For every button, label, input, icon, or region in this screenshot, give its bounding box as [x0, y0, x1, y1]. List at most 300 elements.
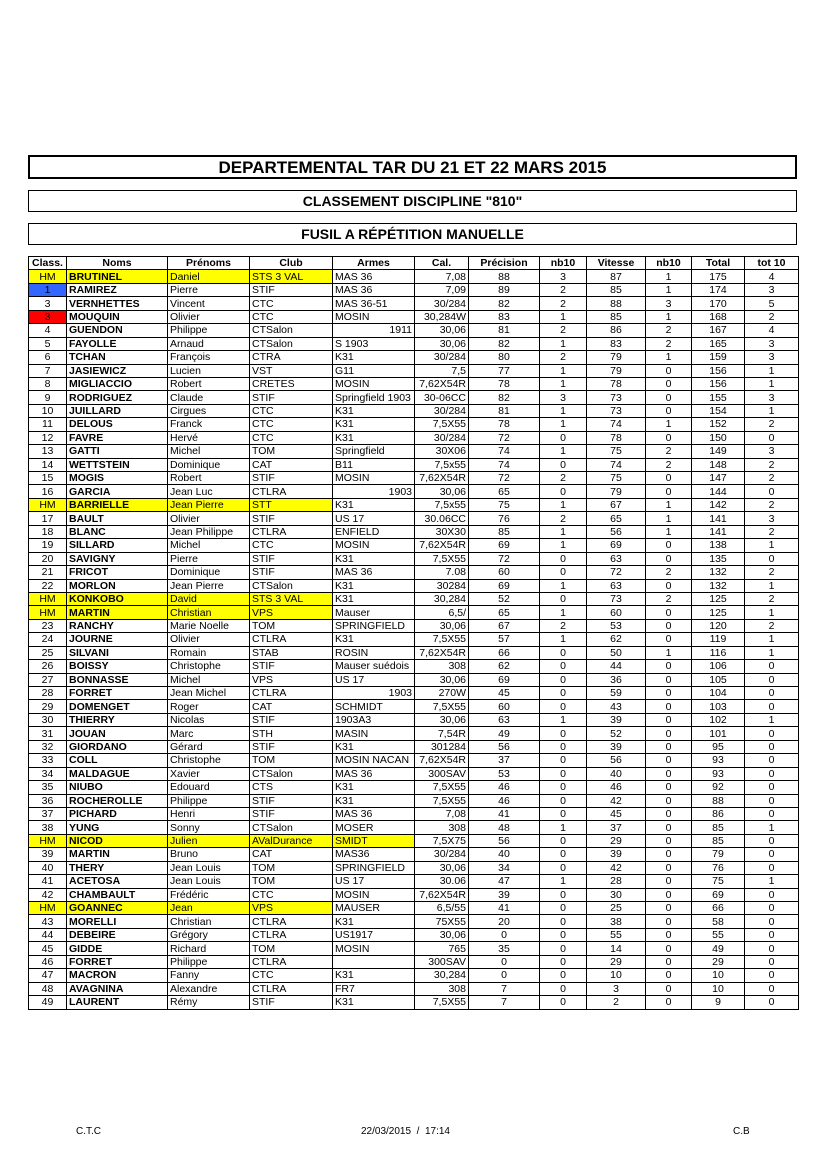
table-row	[29, 337, 799, 350]
cell-nb10-precision: 0	[540, 431, 587, 444]
cell-nom: FORRET	[67, 687, 168, 700]
cell-club: STIF	[250, 740, 333, 753]
cell-total: 85	[692, 821, 745, 834]
cell-total: 144	[692, 485, 745, 498]
cell-prenom: Olivier	[168, 310, 250, 323]
cell-nom: GIDDE	[67, 942, 168, 955]
cell-club: CTLRA	[250, 525, 333, 538]
cell-arme: MOSER	[333, 821, 415, 834]
table-row	[29, 848, 799, 861]
cell-nom: MORELLI	[67, 915, 168, 928]
cell-cal: 6,5/55	[415, 902, 469, 915]
cell-rank: HM	[29, 498, 67, 511]
cell-arme: Springfield 1903	[333, 391, 415, 404]
table-row	[29, 928, 799, 941]
cell-total: 29	[692, 955, 745, 968]
cell-vitesse: 42	[587, 794, 646, 807]
table-row	[29, 713, 799, 726]
table-row	[29, 727, 799, 740]
cell-rank: 24	[29, 633, 67, 646]
cell-arme: 1903A3	[333, 713, 415, 726]
cell-nb10-precision: 0	[540, 646, 587, 659]
cell-tot10: 0	[745, 687, 799, 700]
cell-tot10: 0	[745, 848, 799, 861]
cell-total: 120	[692, 619, 745, 632]
cell-nom: GARCIA	[67, 485, 168, 498]
cell-nom: JASIEWICZ	[67, 364, 168, 377]
cell-prenom: Nicolas	[168, 713, 250, 726]
cell-nb10-vitesse: 0	[646, 377, 692, 390]
cell-vitesse: 63	[587, 552, 646, 565]
cell-club: STS 3 VAL	[250, 592, 333, 605]
cell-total: 141	[692, 512, 745, 525]
cell-rank: 31	[29, 727, 67, 740]
cell-vitesse: 39	[587, 740, 646, 753]
cell-nb10-precision: 1	[540, 821, 587, 834]
cell-precision: 65	[469, 606, 540, 619]
cell-club: TOM	[250, 875, 333, 888]
cell-nb10-precision: 1	[540, 364, 587, 377]
cell-cal: 7,62X54R	[415, 472, 469, 485]
cell-nb10-precision: 2	[540, 297, 587, 310]
cell-precision: 81	[469, 324, 540, 337]
cell-cal: 7.08	[415, 566, 469, 579]
cell-rank: 38	[29, 821, 67, 834]
cell-precision: 78	[469, 418, 540, 431]
cell-rank: 41	[29, 875, 67, 888]
cell-prenom: Richard	[168, 942, 250, 955]
cell-nb10-vitesse: 0	[646, 848, 692, 861]
table-row	[29, 431, 799, 444]
cell-arme: SMIDT	[333, 834, 415, 847]
cell-nom: COLL	[67, 754, 168, 767]
cell-nom: JOUAN	[67, 727, 168, 740]
cell-nb10-precision: 2	[540, 619, 587, 632]
cell-prenom: Arnaud	[168, 337, 250, 350]
cell-rank: 3	[29, 297, 67, 310]
table-row	[29, 606, 799, 619]
cell-precision: 34	[469, 861, 540, 874]
cell-nom: FAVRE	[67, 431, 168, 444]
cell-precision: 62	[469, 660, 540, 673]
cell-precision: 78	[469, 377, 540, 390]
cell-prenom: Jean Michel	[168, 687, 250, 700]
cell-nb10-precision: 0	[540, 996, 587, 1009]
cell-arme: K31	[333, 740, 415, 753]
cell-rank: HM	[29, 902, 67, 915]
cell-total: 116	[692, 646, 745, 659]
cell-nb10-vitesse: 0	[646, 807, 692, 820]
cell-prenom: Cirgues	[168, 404, 250, 417]
cell-cal: 30/284	[415, 431, 469, 444]
cell-nb10-vitesse: 0	[646, 660, 692, 673]
table-row	[29, 955, 799, 968]
cell-club: CTC	[250, 969, 333, 982]
table-row	[29, 525, 799, 538]
cell-nb10-precision: 2	[540, 472, 587, 485]
cell-arme: 1903	[333, 687, 415, 700]
cell-cal: 7,5X55	[415, 996, 469, 1009]
cell-precision: 77	[469, 364, 540, 377]
cell-nom: MALDAGUE	[67, 767, 168, 780]
cell-nom: BOISSY	[67, 660, 168, 673]
cell-nom: SILVANI	[67, 646, 168, 659]
cell-rank: 23	[29, 619, 67, 632]
cell-nb10-precision: 0	[540, 861, 587, 874]
cell-arme: K31	[333, 351, 415, 364]
cell-cal: 7,08	[415, 807, 469, 820]
cell-total: 170	[692, 297, 745, 310]
cell-arme: K31	[333, 579, 415, 592]
cell-precision: 56	[469, 834, 540, 847]
cell-nom: NICOD	[67, 834, 168, 847]
cell-club: CTC	[250, 404, 333, 417]
cell-club: STIF	[250, 794, 333, 807]
cell-arme: K31	[333, 404, 415, 417]
cell-vitesse: 45	[587, 807, 646, 820]
cell-vitesse: 2	[587, 996, 646, 1009]
cell-prenom: François	[168, 351, 250, 364]
cell-tot10: 4	[745, 270, 799, 283]
cell-tot10: 1	[745, 606, 799, 619]
cell-nb10-vitesse: 0	[646, 727, 692, 740]
cell-rank: 15	[29, 472, 67, 485]
cell-nom: TCHAN	[67, 351, 168, 364]
cell-prenom: Daniel	[168, 270, 250, 283]
cell-cal: 765	[415, 942, 469, 955]
cell-prenom: Hervé	[168, 431, 250, 444]
cell-arme: Springfield	[333, 445, 415, 458]
cell-nom: FORRET	[67, 955, 168, 968]
cell-vitesse: 10	[587, 969, 646, 982]
cell-rank: 1	[29, 283, 67, 296]
cell-club: CTC	[250, 888, 333, 901]
cell-arme: 1911	[333, 324, 415, 337]
table-row	[29, 633, 799, 646]
cell-nb10-precision: 0	[540, 848, 587, 861]
table-row	[29, 619, 799, 632]
table-row	[29, 781, 799, 794]
table-row	[29, 660, 799, 673]
cell-rank: 9	[29, 391, 67, 404]
cell-rank: HM	[29, 606, 67, 619]
cell-vitesse: 86	[587, 324, 646, 337]
cell-nb10-vitesse: 0	[646, 982, 692, 995]
cell-tot10: 0	[745, 431, 799, 444]
cell-nb10-vitesse: 2	[646, 445, 692, 458]
table-row	[29, 834, 799, 847]
cell-cal: 30,06	[415, 928, 469, 941]
cell-total: 132	[692, 579, 745, 592]
cell-total: 156	[692, 364, 745, 377]
cell-nb10-precision: 2	[540, 283, 587, 296]
cell-vitesse: 79	[587, 351, 646, 364]
table-row	[29, 821, 799, 834]
table-row	[29, 297, 799, 310]
cell-rank: 49	[29, 996, 67, 1009]
cell-arme: MOSIN	[333, 472, 415, 485]
cell-rank: 34	[29, 767, 67, 780]
cell-prenom: Rémy	[168, 996, 250, 1009]
col-header-class: Class.	[29, 257, 67, 270]
cell-arme: K31	[333, 915, 415, 928]
discipline-heading: CLASSEMENT DISCIPLINE "810"	[28, 190, 797, 212]
cell-cal: 308	[415, 821, 469, 834]
cell-tot10: 0	[745, 888, 799, 901]
table-row	[29, 445, 799, 458]
cell-nb10-precision: 2	[540, 512, 587, 525]
cell-club: CTC	[250, 310, 333, 323]
cell-total: 168	[692, 310, 745, 323]
cell-vitesse: 67	[587, 498, 646, 511]
cell-cal: 30,06	[415, 673, 469, 686]
cell-nom: GATTI	[67, 445, 168, 458]
cell-rank: 37	[29, 807, 67, 820]
cell-nb10-vitesse: 0	[646, 955, 692, 968]
cell-nb10-precision: 3	[540, 270, 587, 283]
cell-nb10-vitesse: 2	[646, 566, 692, 579]
cell-club: TOM	[250, 619, 333, 632]
cell-total: 66	[692, 902, 745, 915]
cell-rank: 21	[29, 566, 67, 579]
cell-club: TOM	[250, 942, 333, 955]
table-row	[29, 754, 799, 767]
cell-nb10-vitesse: 0	[646, 942, 692, 955]
cell-prenom: Xavier	[168, 767, 250, 780]
cell-precision: 60	[469, 700, 540, 713]
cell-club: CTLRA	[250, 955, 333, 968]
cell-nom: BRUTINEL	[67, 270, 168, 283]
col-header-prenoms: Prénoms	[168, 257, 250, 270]
cell-precision: 82	[469, 391, 540, 404]
cell-nb10-vitesse: 2	[646, 458, 692, 471]
cell-prenom: Michel	[168, 539, 250, 552]
table-row	[29, 861, 799, 874]
cell-arme: SPRINGFIELD	[333, 619, 415, 632]
cell-nom: RANCHY	[67, 619, 168, 632]
cell-nb10-vitesse: 0	[646, 552, 692, 565]
cell-vitesse: 73	[587, 592, 646, 605]
cell-tot10: 3	[745, 391, 799, 404]
cell-precision: 49	[469, 727, 540, 740]
cell-nb10-precision: 0	[540, 740, 587, 753]
cell-arme	[333, 955, 415, 968]
cell-vitesse: 75	[587, 445, 646, 458]
cell-club: STIF	[250, 472, 333, 485]
cell-nom: MOGIS	[67, 472, 168, 485]
cell-prenom: Pierre	[168, 552, 250, 565]
cell-tot10: 0	[745, 982, 799, 995]
cell-nb10-precision: 0	[540, 794, 587, 807]
cell-nb10-vitesse: 1	[646, 498, 692, 511]
cell-arme: K31	[333, 431, 415, 444]
cell-arme: MAS 36	[333, 566, 415, 579]
cell-nom: ROCHEROLLE	[67, 794, 168, 807]
cell-nom: KONKOBO	[67, 592, 168, 605]
cell-tot10: 5	[745, 297, 799, 310]
cell-arme: K31	[333, 552, 415, 565]
cell-vitesse: 60	[587, 606, 646, 619]
cell-arme: FR7	[333, 982, 415, 995]
cell-tot10: 2	[745, 619, 799, 632]
col-header-nb10-precision: nb10	[540, 257, 587, 270]
cell-tot10: 0	[745, 794, 799, 807]
cell-nb10-vitesse: 1	[646, 310, 692, 323]
cell-nom: LAURENT	[67, 996, 168, 1009]
table-row	[29, 687, 799, 700]
cell-club: CTSalon	[250, 767, 333, 780]
cell-nb10-precision: 0	[540, 781, 587, 794]
cell-vitesse: 36	[587, 673, 646, 686]
cell-prenom: Christophe	[168, 660, 250, 673]
cell-tot10: 0	[745, 969, 799, 982]
cell-total: 154	[692, 404, 745, 417]
cell-total: 152	[692, 418, 745, 431]
cell-rank: 10	[29, 404, 67, 417]
cell-arme: ROSIN	[333, 646, 415, 659]
cell-rank: 18	[29, 525, 67, 538]
table-row	[29, 512, 799, 525]
cell-total: 150	[692, 431, 745, 444]
cell-nom: MORLON	[67, 579, 168, 592]
cell-precision: 57	[469, 633, 540, 646]
cell-nom: MIGLIACCIO	[67, 377, 168, 390]
cell-prenom: Jean Luc	[168, 485, 250, 498]
cell-tot10: 1	[745, 646, 799, 659]
cell-precision: 45	[469, 687, 540, 700]
cell-vitesse: 55	[587, 928, 646, 941]
cell-total: 95	[692, 740, 745, 753]
cell-nb10-vitesse: 0	[646, 794, 692, 807]
cell-cal: 7,5x55	[415, 498, 469, 511]
cell-total: 125	[692, 606, 745, 619]
cell-club: CTSalon	[250, 324, 333, 337]
cell-nom: MARTIN	[67, 848, 168, 861]
cell-vitesse: 69	[587, 539, 646, 552]
cell-tot10: 3	[745, 351, 799, 364]
cell-nb10-precision: 0	[540, 982, 587, 995]
cell-arme: K31	[333, 592, 415, 605]
cell-vitesse: 39	[587, 713, 646, 726]
cell-total: 175	[692, 270, 745, 283]
cell-nb10-vitesse: 1	[646, 512, 692, 525]
category-heading: FUSIL A RÉPÉTITION MANUELLE	[28, 223, 797, 245]
cell-nom: BLANC	[67, 525, 168, 538]
cell-tot10: 2	[745, 418, 799, 431]
cell-nb10-vitesse: 0	[646, 902, 692, 915]
cell-total: 132	[692, 566, 745, 579]
cell-precision: 69	[469, 579, 540, 592]
cell-nb10-vitesse: 0	[646, 861, 692, 874]
cell-precision: 46	[469, 794, 540, 807]
table-row	[29, 592, 799, 605]
cell-rank: 14	[29, 458, 67, 471]
cell-nb10-vitesse: 0	[646, 633, 692, 646]
cell-precision: 69	[469, 673, 540, 686]
cell-vitesse: 87	[587, 270, 646, 283]
cell-nb10-vitesse: 1	[646, 351, 692, 364]
cell-cal: 30,06	[415, 337, 469, 350]
cell-cal: 30/284	[415, 848, 469, 861]
cell-vitesse: 88	[587, 297, 646, 310]
cell-tot10: 0	[745, 996, 799, 1009]
cell-nom: BONNASSE	[67, 673, 168, 686]
cell-club: CTLRA	[250, 982, 333, 995]
cell-nom: GIORDANO	[67, 740, 168, 753]
table-row	[29, 364, 799, 377]
cell-total: 58	[692, 915, 745, 928]
cell-vitesse: 39	[587, 848, 646, 861]
cell-tot10: 3	[745, 512, 799, 525]
cell-club: STIF	[250, 566, 333, 579]
cell-nb10-vitesse: 0	[646, 740, 692, 753]
cell-precision: 65	[469, 485, 540, 498]
cell-nom: MARTIN	[67, 606, 168, 619]
table-row	[29, 270, 799, 283]
cell-arme: Mauser	[333, 606, 415, 619]
cell-prenom: Christian	[168, 915, 250, 928]
cell-prenom: Philippe	[168, 324, 250, 337]
cell-total: 49	[692, 942, 745, 955]
cell-precision: 41	[469, 902, 540, 915]
cell-nb10-vitesse: 0	[646, 754, 692, 767]
cell-tot10: 0	[745, 700, 799, 713]
cell-total: 125	[692, 592, 745, 605]
cell-total: 10	[692, 969, 745, 982]
cell-nb10-vitesse: 0	[646, 767, 692, 780]
cell-vitesse: 78	[587, 377, 646, 390]
cell-vitesse: 74	[587, 458, 646, 471]
table-row	[29, 552, 799, 565]
cell-nb10-vitesse: 2	[646, 592, 692, 605]
cell-vitesse: 53	[587, 619, 646, 632]
cell-nb10-vitesse: 0	[646, 619, 692, 632]
cell-nom: FRICOT	[67, 566, 168, 579]
cell-prenom: Christian	[168, 606, 250, 619]
cell-nb10-vitesse: 0	[646, 928, 692, 941]
cell-prenom: Bruno	[168, 848, 250, 861]
cell-club: CTLRA	[250, 633, 333, 646]
cell-nb10-vitesse: 0	[646, 606, 692, 619]
cell-rank: 35	[29, 781, 67, 794]
cell-club: STIF	[250, 283, 333, 296]
cell-total: 76	[692, 861, 745, 874]
cell-nb10-vitesse: 0	[646, 915, 692, 928]
cell-nb10-precision: 0	[540, 888, 587, 901]
cell-rank: 29	[29, 700, 67, 713]
cell-tot10: 0	[745, 781, 799, 794]
cell-nom: THERY	[67, 861, 168, 874]
cell-vitesse: 42	[587, 861, 646, 874]
cell-tot10: 1	[745, 377, 799, 390]
cell-prenom: Michel	[168, 673, 250, 686]
cell-vitesse: 56	[587, 525, 646, 538]
cell-vitesse: 73	[587, 391, 646, 404]
cell-precision: 37	[469, 754, 540, 767]
cell-cal: 7,62X54R	[415, 754, 469, 767]
cell-rank: 12	[29, 431, 67, 444]
cell-vitesse: 62	[587, 633, 646, 646]
cell-rank: 4	[29, 324, 67, 337]
cell-nb10-vitesse: 2	[646, 324, 692, 337]
cell-prenom: Christophe	[168, 754, 250, 767]
cell-nom: THIERRY	[67, 713, 168, 726]
cell-nb10-precision: 0	[540, 687, 587, 700]
cell-club: CAT	[250, 848, 333, 861]
cell-arme: K31	[333, 418, 415, 431]
table-row	[29, 391, 799, 404]
cell-total: 106	[692, 660, 745, 673]
